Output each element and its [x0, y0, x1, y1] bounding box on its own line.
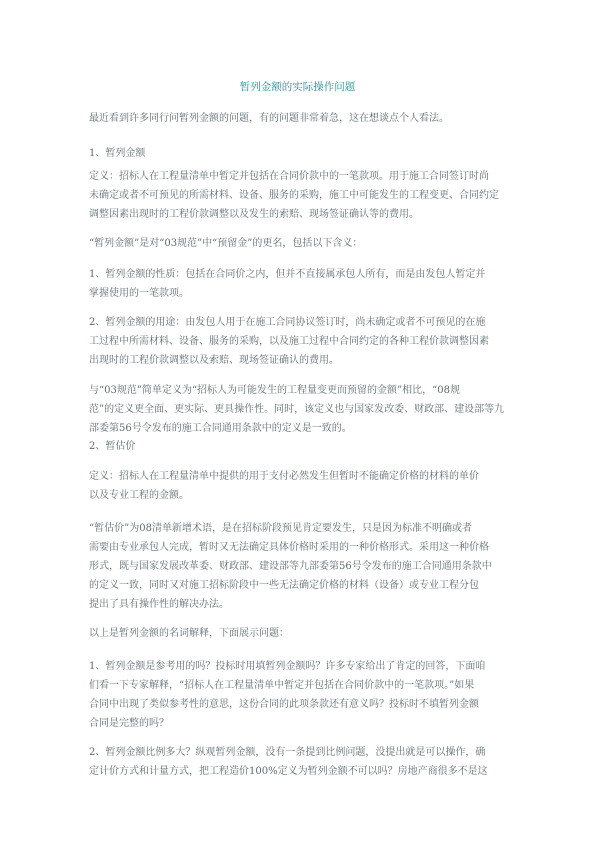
- paragraph-line: 合同是完整的吗？: [89, 718, 169, 729]
- paragraph-line: 2、暂估价: [89, 441, 136, 452]
- paragraph: [89, 519, 509, 614]
- paragraph: [89, 437, 509, 456]
- paragraph-line: 合同中出现了类似参考性的意思，这份合同的此项条款还有意义吗？投标时不填暂列金额: [89, 699, 479, 710]
- paragraph: [89, 144, 509, 163]
- paragraph-line: 形式，既与国家发展改革委、财政部、建设部等九部委第56号令发布的施工合同通用条款中: [89, 561, 492, 572]
- paragraph-line: 1、暂列金额: [89, 148, 146, 159]
- paragraph: [89, 624, 509, 643]
- paragraph-line: “暂列金额”是对“03规范”中“预留金”的更名，包括以下含义：: [89, 238, 363, 249]
- paragraph-line: 1、暂列金额的性质：包括在合同价之内，但并不直接属承包人所有，而是由发包人暂定并: [89, 269, 486, 280]
- paragraph: [89, 167, 509, 224]
- paragraph: [89, 313, 509, 370]
- paragraph-line: 调整因素出现时的工程价款调整以及发生的索赔、现场签证确认等的费用。: [89, 209, 419, 220]
- paragraph-line: 出现时的工程价款调整以及索赔、现场签证确认的费用。: [89, 355, 339, 366]
- paragraph-line: 定义：招标人在工程量清单中提供的用于支付必然发生但暂时不能确定价格的材料的单价: [89, 471, 479, 482]
- paragraph-line: 部委第56号令发布的施工合同通用条款中的定义是一致的。: [89, 423, 352, 434]
- paragraph: [89, 657, 509, 733]
- paragraph-line: 掌握使用的一笔款项。: [89, 288, 189, 299]
- paragraph-line: 工过程中所需材料、设备、服务的采购，以及施工过程中合同约定的各种工程价款调整因素: [89, 336, 489, 347]
- document-title: 暂列金额的实际操作问题: [239, 81, 356, 93]
- paragraph-line: 们看一下专家解释，“招标人在工程量清单中暂定并包括在合同价款中的一笔款项。”如果: [89, 680, 475, 691]
- paragraph-line: 定计价方式和计量方式，把工程造价100%定义为暂列金额不可以吗？房地产商很多不是这: [89, 766, 488, 777]
- paragraph-line: 以上是暂列金额的名词解释，下面展示问题：: [89, 628, 289, 639]
- paragraph: [89, 743, 509, 781]
- paragraph-line: 定义：招标人在工程量清单中暂定并包括在合同价款中的一笔款项。用于施工合同签订时尚: [89, 171, 489, 182]
- paragraph-line: 提出了具有操作性的解决办法。: [89, 599, 229, 610]
- paragraph: [89, 109, 509, 128]
- paragraph-line: 以及专业工程的金额。: [89, 490, 189, 501]
- paragraph-line: 范”的定义更全面、更实际、更具操作性。同时，该定义也与国家发改委、财政部、建设部等九: [89, 404, 505, 415]
- paragraph: [89, 234, 509, 253]
- paragraph-line: 的定义一致，同时又对施工招标阶段中一些无法确定价格的材料（设备）或专业工程分包: [89, 580, 479, 591]
- paragraph-line: 与“03规范”简单定义为“招标人为可能发生的工程量变更而预留的金额”相比，“08规: [89, 385, 461, 396]
- paragraph-line: 2、暂列金额的用途：由发包人用于在施工合同协议签订时，尚未确定或者不可预见的在施: [89, 317, 486, 328]
- paragraph: [89, 265, 509, 303]
- paragraph: [89, 381, 509, 438]
- paragraph-line: 2、暂列金额比例多大？纵观暂列金额，没有一条提到比例问题，没提出就是可以操作，确: [89, 747, 486, 758]
- paragraph-line: 未确定或者不可预见的所需材料、设备、服务的采购，施工中可能发生的工程变更、合同约定: [89, 190, 499, 201]
- paragraph-line: 1、暂列金额是参考用的吗？投标时用填暂列金额吗？许多专家给出了肯定的回答，下面咱: [89, 661, 486, 672]
- paragraph-line: 最近看到许多同行问暂列金额的问题，有的问题非常着急，这在想谈点个人看法。: [89, 113, 449, 124]
- paragraph: [89, 467, 509, 505]
- paragraph-line: “暂估价”为08清单新增术语，是在招标阶段预见肯定要发生，只是因为标准不明确或者: [89, 523, 472, 534]
- paragraph-line: 需要由专业承包人完成，暂时又无法确定具体价格时采用的一种价格形式。采用这一种价格: [89, 542, 489, 553]
